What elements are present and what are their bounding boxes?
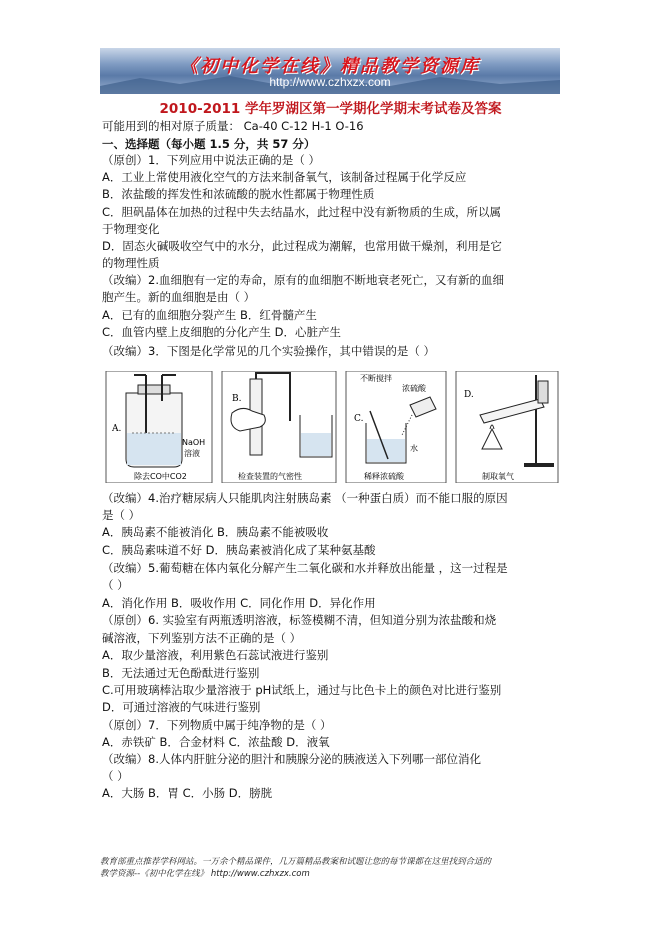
question-6: （原创）6. 实验室有两瓶透明溶液，标签模糊不清，但知道分别为浓盐酸和烧 [102,613,497,627]
option-6a: A．取少量溶液，利用紫色石蕊试液进行鉴别 [102,648,329,662]
option-1a: A．工业上常使用液化空气的方法来制备氧气，该制备过程属于化学反应 [102,170,467,184]
option-8: A．大肠 B．胃 C．小肠 D．膀胱 [102,786,273,800]
figure-c-letter: C. [354,414,364,424]
figure-a-reagent: NaOH [182,438,206,447]
question-6-cont: 碱溶液，下列鉴别方法不正确的是（ ） [102,631,302,645]
option-5: A．消化作用 B．吸收作用 C．同化作用 D．异化作用 [102,596,376,610]
option-1c-cont: 于物理变化 [102,222,160,236]
figure-d-oxygen-prep [454,371,560,483]
question-1: （原创）1．下列应用中说法正确的是（ ） [102,153,320,167]
question-7: （原创）7．下列物质中属于纯净物的是（ ） [102,718,332,732]
figure-b-letter: B. [232,394,242,404]
option-4cd: C．胰岛素味道不好 D．胰岛素被消化成了某种氨基酸 [102,543,376,557]
figure-c-water-label: 水 [410,444,418,453]
question-4-cont: 是（ ） [102,508,141,522]
option-1b: B．浓盐酸的挥发性和浓硫酸的脱水性都属于物理性质 [102,187,375,201]
banner-title: 《初中化学在线》精品教学资源库 [180,56,480,77]
figure-b-caption: 检查装置的气密性 [238,472,302,481]
question-8-cont: （ ） [102,769,129,783]
section-heading: 一、选择题（每小题 1.5 分，共 57 分） [102,137,316,151]
option-4ab: A．胰岛素不能被消化 B．胰岛素不能被吸收 [102,525,329,539]
figure-d-letter: D. [464,390,474,400]
experiment-figures [102,371,560,483]
question-5: （改编）5.葡萄糖在体内氧化分解产生二氧化碳和水并释放出能量 ，这一过程是 [102,561,508,575]
option-6b: B．无法通过无色酚酞进行鉴别 [102,666,260,680]
footer-line-2[interactable]: 教学资源--《初中化学在线》 http://www.czhxzx.com [100,869,310,879]
question-4: （改编）4.治疗糖尿病人只能肌肉注射胰岛素 （一种蛋白质）而不能口服的原因 [102,491,508,505]
document-title: 2010-2011 学年罗湖区第一学期化学期末考试卷及答案 [159,101,502,117]
option-2ab: A．已有的血细胞分裂产生 B．红骨髓产生 [102,308,317,322]
figure-a-caption: 除去CO中CO2 [134,472,187,481]
figure-c-dilute-acid [344,371,448,483]
atomic-mass-line: 可能用到的相对原子质量： Ca-40 C-12 H-1 O-16 [102,119,364,133]
question-2: （改编）2.血细胞有一定的寿命，原有的血细胞不断地衰老死亡，又有新的血细 [102,273,504,287]
question-2-cont: 胞产生。新的血细胞是由（ ） [102,290,256,304]
figure-d-caption: 制取氧气 [482,472,514,481]
figure-a-letter: A. [112,424,122,434]
question-8: （改编）8.人体内肝脏分泌的胆汁和胰腺分泌的胰液送入下列哪一部位消化 [102,752,481,766]
figure-a-reagent-sub: 溶液 [184,449,200,458]
option-1c: C．胆矾晶体在加热的过程中失去结晶水，此过程中没有新物质的生成，所以属 [102,205,502,219]
figure-b-airtightness-check [220,371,338,483]
option-2cd: C．血管内壁上皮细胞的分化产生 D．心脏产生 [102,325,342,339]
option-1d-cont: 的物理性质 [102,256,160,270]
question-5-cont: （ ） [102,578,129,592]
option-6c: C.可用玻璃棒沾取少量溶液于 pH试纸上，通过与比色卡上的颜色对比进行鉴别 [102,683,502,697]
figure-c-acid-label: 浓硫酸 [402,384,426,393]
question-3: （改编）3．下图是化学常见的几个实验操作，其中错误的是（ ） [102,344,435,358]
figure-c-top-label: 不断搅拌 [360,374,392,383]
banner-url[interactable]: http://www.czhxzx.com [269,75,391,89]
option-1d: D．固态火碱吸收空气中的水分，此过程成为潮解，也常用做干燥剂，利用是它 [102,239,502,253]
footer-line-1: 教育部重点推荐学科网站。一万余个精品课件，几万篇精品教案和试题让您的每节课都在这里找到合适的 [100,857,492,867]
figure-c-caption: 稀释浓硫酸 [364,472,404,481]
option-6d: D．可通过溶液的气味进行鉴别 [102,700,261,714]
option-7: A．赤铁矿 B．合金材料 C．浓盐酸 D．液氧 [102,735,330,749]
page-footer [100,856,570,880]
figure-a-gas-washing-bottle [104,371,214,483]
header-banner [100,48,560,94]
